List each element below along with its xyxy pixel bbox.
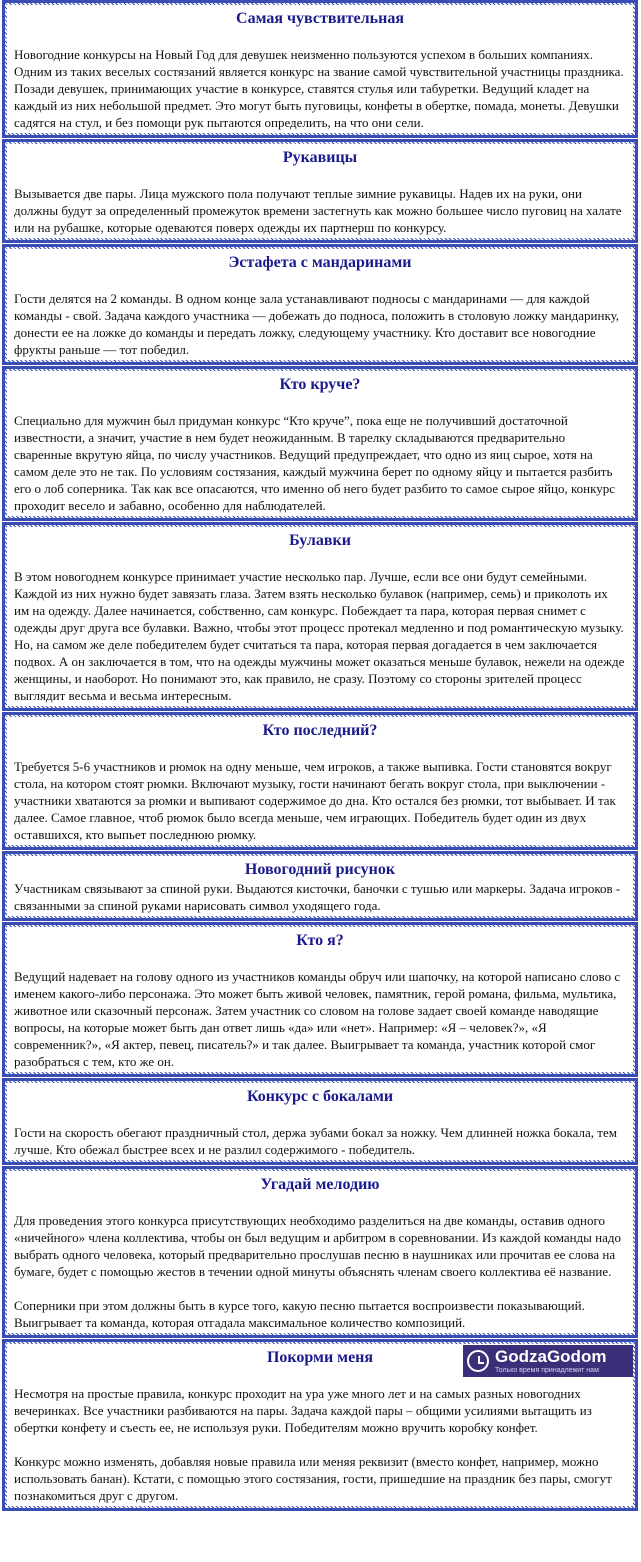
contest-title: Покорми меня (266, 1349, 374, 1366)
contest-description: Соперники при этом должны быть в курсе того, какую песню пытается воспроизвести показывающий. Выигрывает та команда, которая отгадала максимальное количество композиций. (14, 1298, 585, 1330)
spacer (14, 29, 626, 46)
contest-section (2, 366, 638, 521)
contest-description: Новогодние конкурсы на Новый Год для девушек неизменно пользуются успехом в больших компаниях. Одним из таких веселых состязаний является конкурс на звание самой чувствительной участницы праздника. Позади девушек, принимающих участие в конкурсе, ставятся стулья или табуретки. Ведущий кладет на каждый из них небольшой предмет. Это могут быть пуговицы, конфеты в обертке, помада, монеты. Девушки садятся на стул, и без помощи рук пытаются определить, на что они сели. (14, 47, 624, 130)
spacer (14, 1107, 626, 1124)
contest-title: Кто круче? (279, 376, 361, 393)
clock-icon (467, 1350, 489, 1372)
contest-description: Несмотря на простые правила, конкурс проходит на ура уже много лет и на самых разных новогодних вечеринках. Все участники разбиваются на пары. Задача каждой пары – общими усилиями вытащить из обертки конфету и съесть ее, не используя руки. Победителям можно вручить коробку конфет. (14, 1386, 592, 1435)
contest-section-body (7, 527, 633, 706)
spacer (14, 395, 626, 412)
logo-brand: GodzaGodom (495, 1347, 607, 1366)
contest-title: Рукавицы (282, 149, 358, 166)
contest-section (2, 712, 638, 850)
contest-section-body (7, 371, 633, 516)
contest-section (2, 522, 638, 711)
spacer (14, 1436, 626, 1453)
spacer (14, 273, 626, 290)
site-logo[interactable] (463, 1345, 633, 1377)
contest-description: Гости делятся на 2 команды. В одном конце зала устанавливают подносы с мандаринами — для каждой команды - свой. Задача каждого участника — добежать до подноса, положить в столовую ложку мандаринку, донести ее на ложке до команды и передать ложку, следующему участнику. Кто доставит все новогодние фрукты раньше — тот победил. (14, 291, 620, 357)
contest-section-body (7, 1171, 633, 1333)
contest-title: Новогодний рисунок (244, 861, 396, 878)
contest-section (2, 139, 638, 243)
contest-description: Для проведения этого конкурса присутствующих необходимо разделиться на две команды, оставив одного «ничейного» члена коллектива, чтобы он был ведущим и арбитром в соревновании. Из каждой команды надо выбрать одного человека, который предварительно прослушав песню в наушниках или прочитав ее слова на бумаге, будет с помощью жестов в течении одной минуты объяснять членам своего коллектива её название. (14, 1213, 622, 1279)
contest-description: Вызывается две пары. Лица мужского пола получают теплые зимние рукавицы. Надев их на руки, они должны будут за определенный промежуток времени застегнуть как можно большее число пуговиц на халате или на рубашке, которые одеваются поверх одежды их партнерш по конкурсу. (14, 186, 622, 235)
contest-title: Конкурс с бокалами (246, 1088, 394, 1105)
contest-description: Гости на скорость обегают праздничный стол, держа зубами бокал за ножку. Чем длинней ножка бокала, тем лучше. Кто обежал быстрее всех и не разлил содержимого - победитель. (14, 1125, 617, 1157)
contest-description: В этом новогоднем конкурсе принимает участие несколько пар. Лучше, если все они будут семейными. Каждой из них нужно будет завязать глаза. Затем взять несколько булавок (например, семь) и приколоть их им на одежду. Далее начинается, собственно, сам конкурс. Побеждает та пара, которая первая снимет с одежды друг друга все булавки. Важно, чтобы этот процесс протекал медленно и под романтическую музыку. Но, на самом же деле победителем будет считаться та пара, которая первая догадается в чем заключается подвох. А он заключается в том, что на одежды мужчины может оказаться меньше булавок, нежели на одежде женщины, и наоборот. Но понимают это, как правило, не сразу. Поэтому со стороны зрителей процесс выглядит весьма и весьма интересным. (14, 569, 625, 703)
contest-section-body (7, 5, 633, 133)
contest-section (2, 1166, 638, 1338)
contest-section (2, 1339, 638, 1511)
contest-section (2, 922, 638, 1077)
spacer (14, 1280, 626, 1297)
contest-description: Участникам связывают за спиной руки. Выдаются кисточки, баночки с тушью или маркеры. Задача игроков - связанными за спиной руками нарисовать символ уходящего года. (14, 881, 621, 913)
contest-section (2, 0, 638, 138)
logo-text (495, 1348, 606, 1374)
contest-title: Самая чувствительная (236, 10, 404, 27)
spacer (14, 168, 626, 185)
contest-description: Требуется 5-6 участников и рюмок на одну меньше, чем игроков, а также выпивка. Гости становятся вокруг стола, на котором стоят рюмки. Включают музыку, гости начинают бегать вокруг стола, при выключении - участники хватаются за рюмки и выпивают содержимое до дна. Кто остался без рюмки, тот выбывает. И так далее. Самое главное, чтоб рюмок было всегда меньше, чем играющих. Победитель будет один из двух оставшихся, кто выпьет последнюю рюмку. (14, 759, 616, 842)
contest-description: Ведущий надевает на голову одного из участников команды обруч или шапочку, на которой написано слово с именем какого-либо персонажа. Это может быть живой человек, памятник, герой романа, фильма, мультика, животное или сказочный персонаж. Затем участник со словом на голове задает своей команде наводящие вопросы, на которые может быть дан ответ лишь «да» или «нет». Например: «Я – человек?», «Я современник?», «Я актер, певец, писатель?» и так далее. Выигрывает та команда, участник которой смог разобраться с тем, кто же он. (14, 969, 621, 1069)
contest-section-body (7, 717, 633, 845)
contest-section-body (7, 144, 633, 238)
contest-section-body (7, 927, 633, 1072)
spacer (14, 741, 626, 758)
contest-description: Конкурс можно изменять, добавляя новые правила или меняя реквизит (вместо конфет, например, можно использовать банан). Кстати, с помощью этого состязания, гости, пришедшие на праздник без пары, смогут познакомиться друг с другом. (14, 1454, 612, 1503)
spacer (14, 551, 626, 568)
contest-title: Кто последний? (262, 722, 378, 739)
contest-title: Булавки (289, 532, 351, 549)
contest-section-body (7, 856, 633, 916)
contest-title: Кто я? (296, 932, 344, 949)
contest-section (2, 851, 638, 921)
contest-title: Эстафета с мандаринами (228, 254, 412, 271)
spacer (14, 1195, 626, 1212)
spacer (14, 951, 626, 968)
contest-title: Угадай мелодию (260, 1176, 380, 1193)
contest-section (2, 1078, 638, 1165)
contest-description: Специально для мужчин был придуман конкурс “Кто круче”, пока еще не получивший достаточной известности, а значит, участие в нем будет неожиданным. В тарелку складываются предварительно сваренные вкрутую яйца, по числу участников. Ведущий предупреждает, что одно из яиц сырое, хотя на самом деле это не так. По условиям состязания, каждый мужчина берет по одному яйцу и пытается разбить его о лоб соперника. Так как все опасаются, что именно об него будет разбито то самое сырое яйцо, конкурс проходит весело и забавно, особенно для наблюдателей. (14, 413, 615, 513)
logo-slogan: Только время принадлежит нам (495, 1367, 599, 1374)
contest-section-body (7, 1083, 633, 1160)
contest-section-body (7, 249, 633, 360)
contest-section (2, 244, 638, 365)
